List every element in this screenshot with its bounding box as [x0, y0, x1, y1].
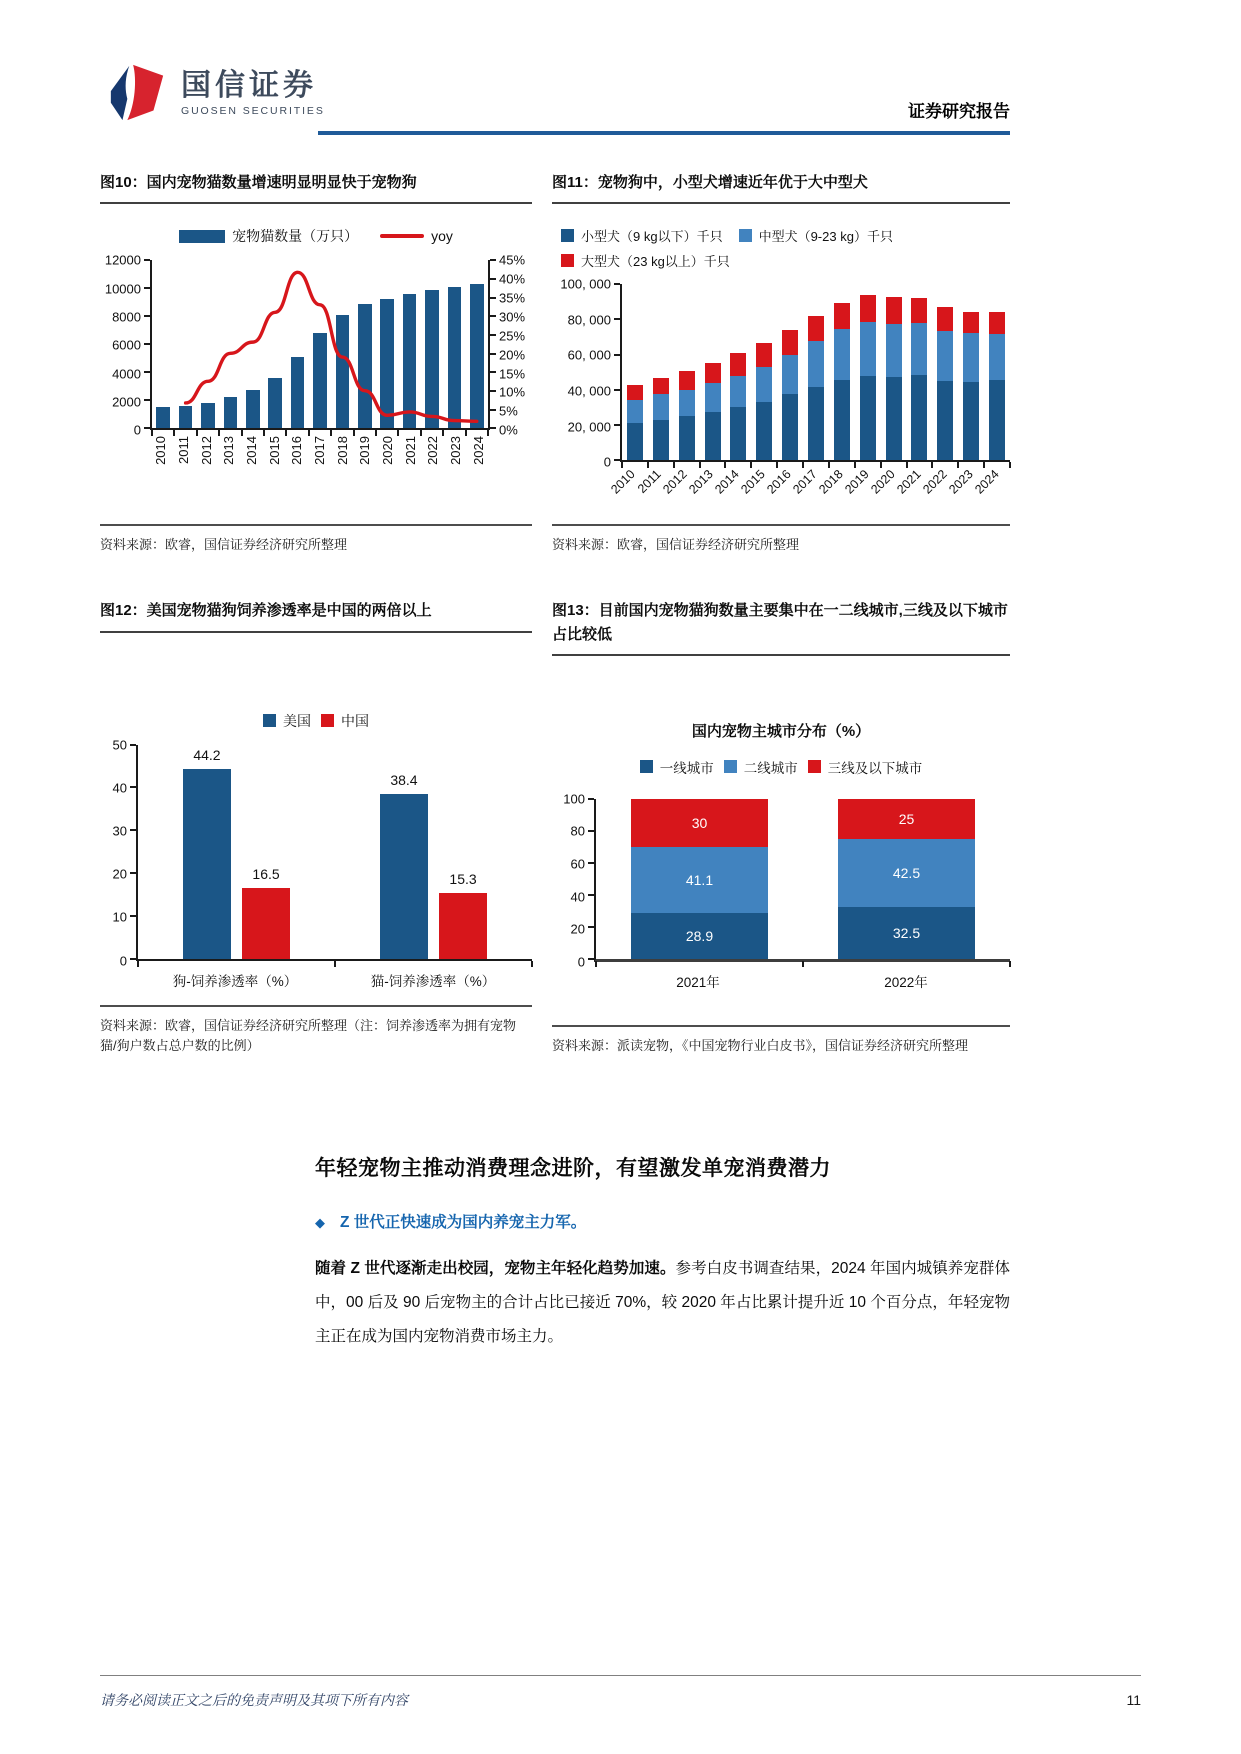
x-axis: [594, 962, 1010, 992]
bar-value: 44.2: [193, 747, 221, 764]
logo-red-shape: [127, 65, 163, 120]
bar-segment: [627, 423, 643, 460]
bar-segment: [808, 387, 824, 460]
y-tick-label: 20, 000: [567, 419, 611, 435]
y-tick-label: 60, 000: [567, 347, 611, 363]
legend-item: [640, 757, 714, 777]
segment-value: 42.5: [892, 864, 921, 881]
figure-12-source: 资料来源：欧睿，国信证券经济研究所整理（注：饲养渗透率为拥有宠物猫/狗户数占总户数的比例）: [100, 1005, 532, 1056]
x-tick-label: 2019: [357, 436, 373, 466]
figure-13: [552, 599, 1010, 1056]
x-tick-label: 2018: [816, 467, 846, 497]
bar-segment: [808, 316, 824, 342]
bar-segment: [834, 380, 850, 460]
bar-segment: [860, 322, 876, 376]
axis-tick: [614, 283, 620, 285]
plot-area: [620, 284, 1010, 462]
x-tick-label: 2011: [635, 467, 664, 497]
legend-item: [179, 226, 358, 246]
y-axis-left: [552, 791, 594, 970]
figure-12-chart: [100, 645, 532, 991]
bar-segment: [834, 303, 850, 329]
segment-value: 30: [691, 814, 708, 831]
bar-segment: [705, 412, 721, 460]
bar: [242, 888, 289, 959]
x-tick-label: 2024: [470, 436, 486, 466]
bar-segment: [631, 847, 768, 913]
axis-corner: [552, 962, 594, 992]
y-tick-label: 20%: [499, 347, 526, 363]
bar-segment: [808, 341, 824, 387]
axis-tick: [130, 786, 136, 788]
y-axis-left: [100, 252, 150, 438]
y-tick-label: 45%: [499, 252, 526, 268]
body-paragraph: [315, 1252, 1010, 1354]
header-rule: [318, 131, 1010, 135]
bar-segment: [631, 913, 768, 959]
legend-item: [380, 228, 453, 244]
axis-tick: [588, 830, 594, 832]
yoy-line: [152, 260, 488, 428]
x-tick-label: 狗-饲养渗透率（%）: [172, 973, 298, 989]
x-tick-label: 2015: [738, 467, 768, 497]
axis-tick: [614, 354, 620, 356]
chart-legend: [100, 711, 532, 731]
bar: [183, 769, 230, 958]
bar-segment: [911, 323, 927, 375]
legend-label: 三线及以下城市: [827, 760, 923, 776]
figure-11-title: 图11：宠物狗中，小型犬增速近年优于大中型犬: [552, 171, 1010, 204]
chart-grid: [552, 276, 1010, 510]
bar-segment: [886, 377, 902, 461]
x-tick-label: 2022年: [884, 974, 928, 990]
y-tick-label: 60: [570, 856, 585, 872]
brand-text: [181, 69, 325, 117]
segment-value: 25: [898, 810, 915, 827]
y-tick-label: 30: [112, 823, 127, 839]
bullet-text: Z 世代正快速成为国内养宠主力军。: [340, 1213, 587, 1231]
bar-segment: [860, 376, 876, 460]
legend-swatch: [179, 230, 225, 243]
figure-11-chart: [552, 216, 1010, 510]
report-type-label: 证券研究报告: [908, 102, 1010, 121]
axis-tick: [614, 389, 620, 391]
body-section: [315, 1152, 1010, 1354]
bar-segment: [627, 385, 643, 401]
y-tick-label: 50: [112, 737, 127, 753]
x-tick-label: 2011: [176, 436, 191, 465]
bar-segment: [679, 416, 695, 460]
figure-10-source: 资料来源：欧睿，国信证券经济研究所整理: [100, 524, 532, 555]
x-tick-label: 2019: [842, 467, 872, 497]
disclaimer-text: 请务必阅读正文之后的免责声明及其项下所有内容: [100, 1692, 408, 1708]
axis-tick: [144, 287, 150, 289]
bar-segment: [679, 371, 695, 390]
figure-10-title: 图10：国内宠物猫数量增速明显明显快于宠物狗: [100, 171, 532, 204]
bar-segment: [886, 297, 902, 323]
figure-10-chart: [100, 216, 532, 478]
segment-value: 32.5: [892, 924, 921, 941]
legend-label: 中国: [341, 712, 369, 729]
x-tick-label: 2023: [448, 436, 463, 466]
bar-segment: [730, 376, 746, 408]
axis-tick: [130, 915, 136, 917]
chart-grid: [100, 737, 532, 991]
x-tick-label: 2022: [425, 436, 441, 466]
x-tick-label: 2014: [244, 436, 259, 466]
x-tick-label: 2017: [790, 467, 820, 497]
y-tick-label: 4000: [112, 366, 141, 382]
legend-swatch: [724, 760, 737, 773]
legend-item: [321, 711, 369, 731]
bar-segment: [911, 298, 927, 323]
bar-segment: [989, 380, 1005, 460]
bar-value: 16.5: [252, 866, 280, 883]
figure-12: [100, 599, 532, 1056]
guosen-logo: [106, 62, 168, 124]
bar: [439, 893, 486, 958]
legend-swatch: [263, 714, 276, 727]
figure-11-source: 资料来源：欧睿，国信证券经济研究所整理: [552, 524, 1010, 555]
figures-grid: [100, 171, 1110, 1056]
axis-tick: [144, 315, 150, 317]
logo-blue-shape: [111, 66, 129, 120]
axis-tick: [130, 872, 136, 874]
y-tick-label: 0: [133, 422, 141, 438]
plot-area: [594, 799, 1010, 962]
legend-item: [724, 757, 798, 777]
axis-tick: [144, 259, 150, 261]
axis-tick: [588, 862, 594, 864]
legend-label: 美国: [283, 712, 311, 729]
x-axis: [150, 430, 490, 478]
legend-line-marker: [380, 234, 424, 238]
bar-segment: [838, 839, 975, 907]
legend-label: 宠物猫数量（万只）: [232, 228, 359, 245]
y-tick-label: 40: [570, 889, 585, 905]
x-tick-label: 2017: [312, 436, 327, 466]
y-tick-label: 80, 000: [567, 312, 611, 328]
legend-swatch: [561, 254, 574, 267]
y-tick-label: 2000: [112, 394, 141, 410]
bar-segment: [653, 378, 669, 395]
brand: [106, 62, 325, 124]
y-axis-left: [552, 276, 620, 470]
plot-area: [136, 745, 532, 961]
axis-corner: [100, 430, 150, 478]
y-axis-right: [490, 252, 532, 438]
bar-segment: [705, 363, 721, 383]
axis-tick: [588, 958, 594, 960]
page-number: 11: [1126, 1692, 1141, 1708]
x-tick-label: 2021年: [676, 974, 720, 990]
axis-tick: [588, 798, 594, 800]
legend-item: [561, 226, 723, 245]
axis-tick: [614, 459, 620, 461]
x-axis: [608, 462, 1010, 510]
bar-segment: [963, 312, 979, 333]
page-header: [106, 62, 1010, 124]
bar-segment: [834, 329, 850, 380]
bar-segment: [782, 330, 798, 355]
section-heading: 年轻宠物主推动消费理念进阶，有望激发单宠消费潜力: [315, 1156, 831, 1180]
legend-item: [561, 251, 730, 270]
x-tick-label: 2024: [972, 467, 1002, 497]
bar-segment: [838, 907, 975, 959]
y-tick-label: 35%: [499, 290, 526, 306]
legend-swatch: [808, 760, 821, 773]
brand-name-cn: 国信证券: [181, 69, 317, 102]
y-tick-label: 0: [577, 954, 585, 970]
bar-segment: [911, 375, 927, 460]
axis-tick: [130, 829, 136, 831]
x-tick-label: 2012: [660, 467, 690, 497]
x-tick-label: 2013: [686, 467, 716, 497]
bar-segment: [653, 394, 669, 420]
x-tick-label: 猫-饲养渗透率（%）: [370, 973, 496, 989]
x-tick-label: 2016: [764, 467, 794, 497]
legend-item: [808, 757, 923, 777]
y-tick-label: 8000: [112, 309, 141, 325]
axis-tick: [144, 371, 150, 373]
x-tick-label: 2014: [712, 467, 742, 497]
axis-tick: [614, 424, 620, 426]
x-tick-label: 2016: [289, 436, 305, 466]
axis-tick: [144, 427, 150, 429]
legend-item: [263, 711, 311, 731]
segment-value: 28.9: [685, 927, 714, 944]
x-axis: [136, 961, 532, 991]
page-footer: [100, 1675, 1141, 1710]
bar-segment: [631, 799, 768, 847]
y-tick-label: 0: [119, 953, 127, 969]
y-tick-label: 80: [570, 823, 585, 839]
y-tick-label: 5%: [499, 403, 518, 419]
chart-legend: [552, 757, 1010, 777]
legend-label: 中型犬（9-23 kg）千只: [758, 229, 893, 245]
bar-segment: [756, 402, 772, 460]
x-tick-label: 2020: [380, 436, 395, 466]
figure-10: [100, 171, 532, 555]
x-tick-label: 2012: [198, 436, 214, 466]
bar-segment: [989, 312, 1005, 333]
brand-name-en: GUOSEN SECURITIES: [181, 105, 325, 117]
bar-segment: [937, 307, 953, 331]
plot-area: [150, 260, 490, 430]
legend-label: 一线城市: [659, 760, 714, 776]
bar-segment: [937, 381, 953, 460]
bar-segment: [627, 400, 643, 423]
legend-swatch: [321, 714, 334, 727]
figure-11: [552, 171, 1010, 555]
chart-grid: [552, 791, 1010, 992]
axis-corner: [100, 961, 136, 991]
legend-label: 大型犬（23 kg以上）千只: [581, 254, 730, 270]
figure-13-title: 图13：目前国内宠物猫狗数量主要集中在一二线城市,三线及以下城市占比较低: [552, 599, 1010, 656]
legend-swatch: [739, 229, 752, 242]
y-tick-label: 100, 000: [560, 276, 611, 292]
y-tick-label: 10: [112, 909, 127, 925]
x-tick-label: 2023: [946, 467, 976, 497]
bar-segment: [963, 333, 979, 382]
x-tick-label: 2018: [334, 436, 350, 466]
x-tick-label: 2015: [266, 436, 282, 466]
axis-tick: [130, 958, 136, 960]
y-tick-label: 40, 000: [567, 383, 611, 399]
y-tick-label: 30%: [499, 309, 526, 325]
chart-inner-title: 国内宠物主城市分布（%）: [691, 722, 871, 740]
bar: [380, 794, 427, 958]
y-tick-label: 15%: [499, 366, 526, 382]
y-tick-label: 40%: [499, 271, 526, 287]
axis-tick: [144, 399, 150, 401]
y-tick-label: 100: [563, 791, 585, 807]
paragraph-rest: 参考白皮书调查结果，2024 年国内城镇养宠群体中，00 后及 90 后宠物主的合计占比已接近 70%，较 2020 年占比累计提升近 10 个百分点，年轻宠物主正在成为国内宠物消费市场主力。: [315, 1259, 1010, 1346]
figure-13-source: 资料来源：派读宠物，《中国宠物行业白皮书》，国信证券经济研究所整理: [552, 1025, 1010, 1056]
bar-segment: [705, 383, 721, 412]
bullet-point: [315, 1210, 1010, 1232]
y-axis-left: [100, 737, 136, 969]
bar-segment: [782, 355, 798, 395]
legend-item: [739, 226, 893, 245]
y-tick-label: 40: [112, 780, 127, 796]
x-tick-label: 2021: [402, 436, 418, 466]
x-tick-label: 2021: [894, 467, 924, 497]
x-tick-label: 2020: [868, 467, 898, 497]
y-tick-label: 12000: [104, 252, 141, 268]
axis-tick: [130, 744, 136, 746]
y-tick-label: 20: [570, 921, 585, 937]
legend-label: 小型犬（9 kg以下）千只: [581, 229, 723, 245]
segment-value: 41.1: [685, 871, 714, 888]
y-tick-label: 6000: [112, 337, 141, 353]
bar-value: 38.4: [390, 772, 418, 789]
diamond-icon: ◆: [315, 1214, 325, 1230]
bar-segment: [963, 382, 979, 460]
chart-legend: [100, 226, 532, 246]
bar-segment: [989, 334, 1005, 381]
bar-segment: [886, 324, 902, 377]
figure-13-chart: [552, 668, 1010, 992]
y-tick-label: 10000: [104, 281, 141, 297]
y-tick-label: 0%: [499, 422, 518, 438]
legend-swatch: [561, 229, 574, 242]
axis-tick: [588, 894, 594, 896]
y-tick-label: 0: [603, 454, 611, 470]
axis-tick: [588, 926, 594, 928]
bar-segment: [730, 353, 746, 376]
legend-label: yoy: [431, 228, 453, 245]
bar-segment: [730, 407, 746, 460]
bar-segment: [782, 394, 798, 460]
bar-segment: [838, 799, 975, 839]
y-tick-label: 25%: [499, 328, 526, 344]
chart-grid: [100, 252, 532, 478]
legend-label: 二线城市: [743, 760, 798, 776]
bar-segment: [756, 343, 772, 367]
bar-segment: [860, 295, 876, 322]
bar-segment: [679, 390, 695, 416]
x-tick-label: 2010: [153, 436, 169, 466]
paragraph-lead: 随着 Z 世代逐渐走出校园，宠物主年轻化趋势加速。: [315, 1259, 676, 1277]
x-tick-label: 2013: [221, 436, 237, 466]
x-tick-label: 2010: [608, 467, 638, 497]
axis-tick: [614, 318, 620, 320]
x-tick-label: 2022: [920, 467, 950, 497]
legend-swatch: [640, 760, 653, 773]
bar-segment: [937, 331, 953, 381]
y-tick-label: 10%: [499, 384, 526, 400]
bar-segment: [653, 420, 669, 460]
bar-value: 15.3: [449, 871, 477, 888]
y-tick-label: 20: [112, 866, 127, 882]
bar-segment: [756, 367, 772, 402]
axis-tick: [144, 343, 150, 345]
figure-12-title: 图12：美国宠物猫狗饲养渗透率是中国的两倍以上: [100, 599, 532, 632]
chart-legend: [561, 226, 1001, 270]
